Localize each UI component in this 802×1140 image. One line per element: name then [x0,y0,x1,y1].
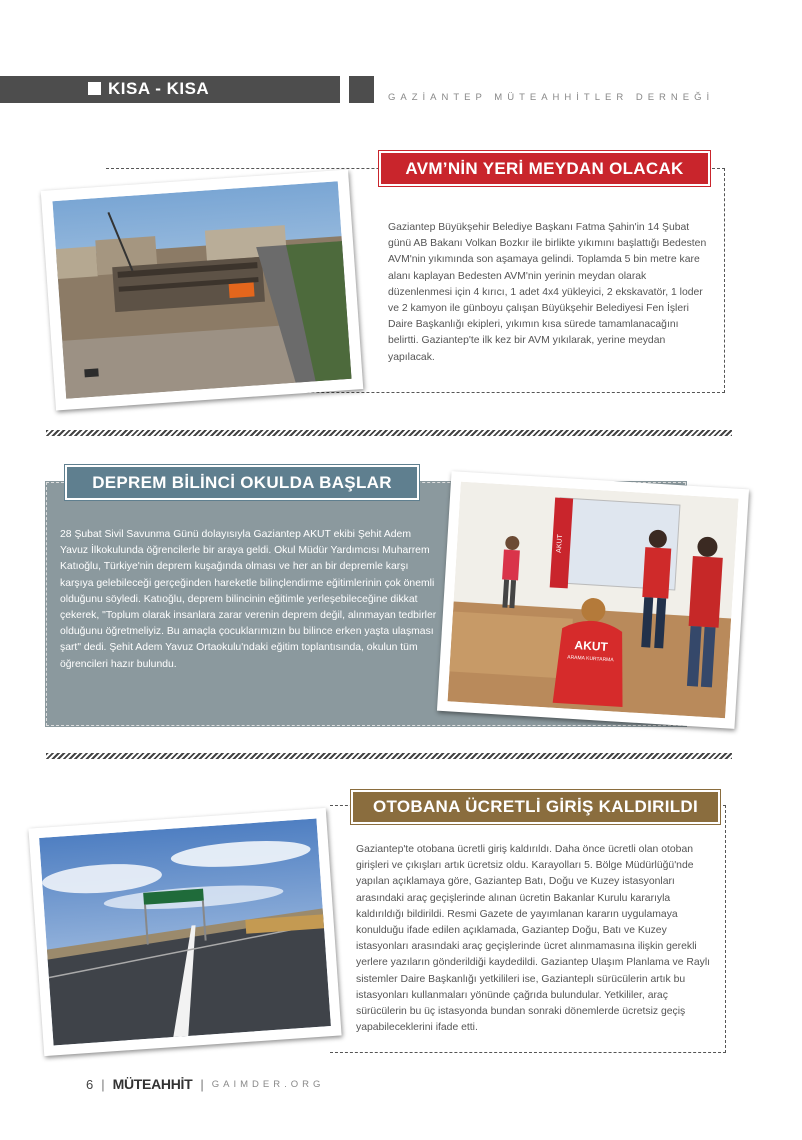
highway-image [39,819,331,1046]
article-1-title: AVM’NİN YERİ MEYDAN OLACAK [381,153,708,184]
header-square-icon [88,82,101,95]
divider-stripe [46,430,732,436]
banner-text: AKUT [555,534,564,554]
footer-separator: | [200,1076,204,1092]
article-2-body: 28 Şubat Sivil Savunma Günü dolayısıyla Gaziantep AKUT ekibi Şehit Adem Yavuz İlkokulunda öğrencilerle bir araya geldi. Okul Müdür Yardımcısı Muharrem Katıoğlu, Türkiye'nin deprem kuşağında olması ve her an bir depremle karşı karşıya gelebileceği gerçeğinden hareketle bilinçlendirme eğitimlerinin çok önemli olduğunu söyledi. Katıoğlu, deprem bilincinin eğitimle yerleşebileceğine dikkat çekerek, "Toplum olarak insanlara zarar verenin deprem değil, alınmayan tedbirler olduğunu öğretmeliyiz. Bu amaçla çocuklarımızın bu bilince erken yaşta ulaşması şart" dedi. Şehit Adem Yavuz Ortaokulu'ndaki eğitim toplantısında, okulun tüm öğrencileri hazır bulundu. [60,529,437,670]
magazine-brand: MÜTEAHHİT [112,1076,193,1092]
header-accent-block [349,76,374,103]
page-number: 6 [86,1076,94,1092]
article-3-photo [28,808,341,1056]
page-footer [86,1076,324,1092]
organization-name: GAZİANTEP MÜTEAHHİTLER DERNEĞİ [388,92,715,103]
section-header-bar [0,76,340,103]
demolition-site-image [52,181,351,398]
divider-stripe [46,753,732,759]
classroom-training-image [448,482,739,719]
article-3-body: Gaziantep'te otobana ücretli giriş kaldırıldı. Daha önce ücretli olan otoban girişleri ve çıkışları artık ücretsiz oldu. Karayolları 5. Bölge Müdürlüğü'nde yapılan açıklamaya göre, Gaziantep Batı, Doğu ve Kuzey istasyonları arasındaki araç geçişlerinde alınan ücretin Bakanlar Kurulu kararıyla kaldırıldığı bildirildi. Resmi Gazete de yayımlanan kararın uygulamaya konulduğu ifade edilen açıklamada, Gaziantep Doğu, Batı ve Kuzey istasyonları arasındaki araç geçişlerinde ücret alınmamasına ilişkin gerekli yerlere yazıların gönderildiği kaydedildi. Gaziantep Ulaşım Planlama ve Raylı sistemler Daire Başkanlığı yetkilileri ise, Gazianteplı sürücülerin artık bu istasyonları kullanmaları yönünde çağrıda bulundular. Yetkililer, araç sürücülerin bu üç istasyonda bundan sonraki dönemlerde ücretsiz geçiş yapabileceklerini ifade etti. [356,844,711,1034]
article-1-photo [41,170,364,411]
website-link[interactable]: GAIMDER.ORG [211,1078,325,1090]
article-2-title: DEPREM BİLİNCİ OKULDA BAŞLAR [67,467,417,498]
footer-separator: | [101,1076,105,1092]
section-title: KISA - KISA [108,79,210,98]
article-3-title: OTOBANA ÜCRETLİ GİRİŞ KALDIRILDI [353,792,718,822]
vest-subtext: ARAMA KURTARMA [567,654,614,664]
article-1-body: Gaziantep Büyükşehir Belediye Başkanı Fatma Şahin'in 14 Şubat günü AB Bakanı Volkan Bozkır ile birlikte yıkımını başlattığı Bedesten AVM'nin yıkımında son aşamaya gelindi. Toplamda 5 bin metre kare alanı kaplayan Bedesten AVM'nin yerinin meydan olarak düzenlenmesi için 4 kırıcı, 1 adet 4x4 yükleyici, 2 ekskavatör, 1 loder ve 2 kamyon ile günboyu çalışan Büyükşehir Belediyesi Fen İşleri Daire Başkanlığı ekipleri, yıkımın kısa sürede tamamlanacağını belirtti. Gaziantep'te ilk kez bir AVM yıkılarak, yerine meydan yapılacak. [388,222,707,363]
article-2-photo [437,471,749,729]
vest-text: AKUT [574,637,609,654]
